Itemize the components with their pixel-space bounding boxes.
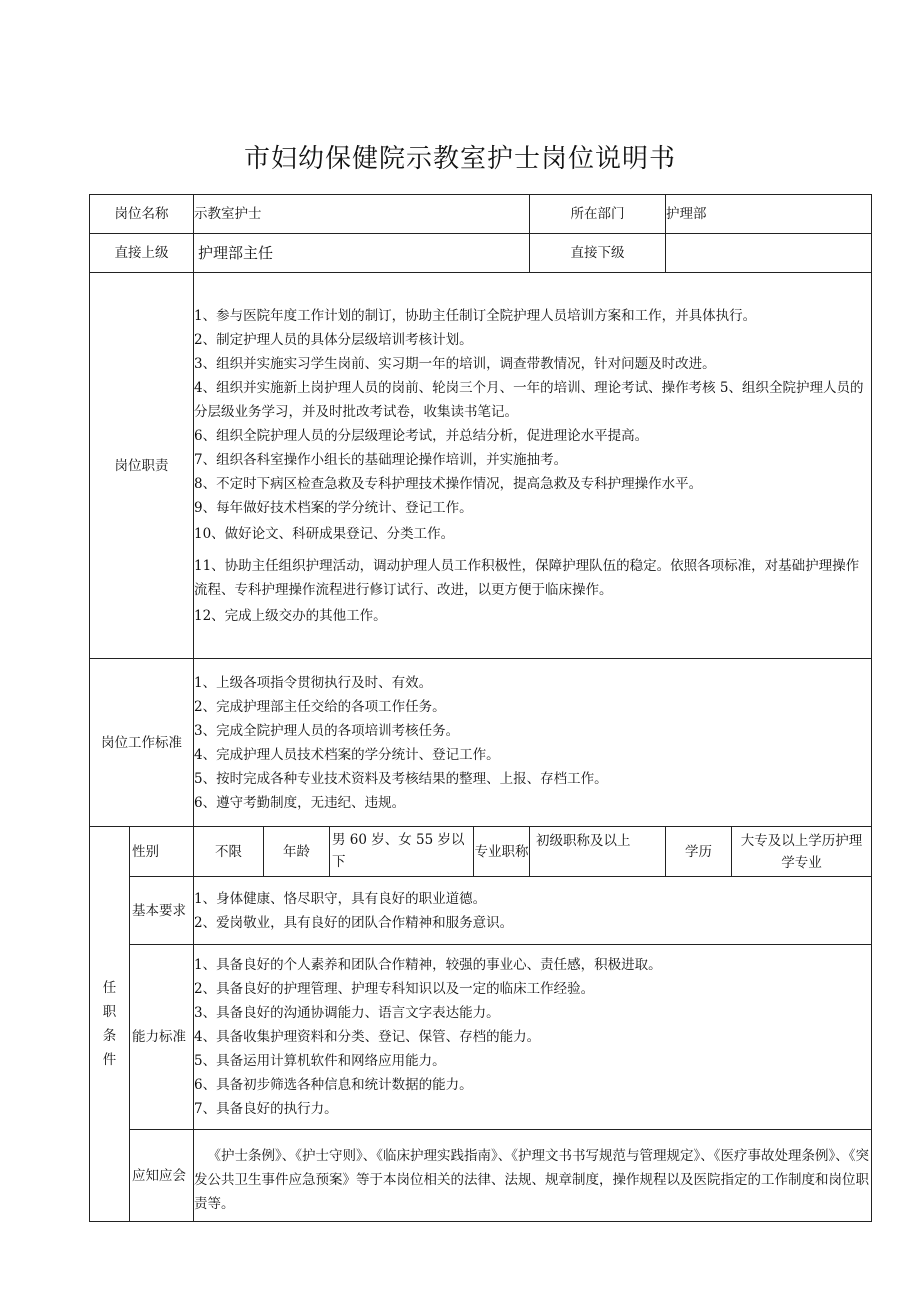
standard-item: 5、按时完成各种专业技术资料及考核结果的整理、上报、存档工作。	[194, 770, 608, 787]
ability-item: 3、具备良好的沟通协调能力、语言文字表达能力。	[194, 1005, 500, 1021]
qualifications-char: 任	[102, 980, 117, 996]
qualifications-char: 件	[102, 1052, 117, 1068]
qualifications-label	[90, 827, 130, 1222]
supervisor-label: 直接上级	[90, 234, 194, 273]
ability-item: 2、具备良好的护理管理、护理专科知识以及一定的临床工作经验。	[194, 981, 595, 997]
department-value: 护理部	[666, 195, 872, 234]
standard-item: 2、完成护理部主任交给的各项工作任务。	[194, 698, 446, 715]
ability-item: 7、具备良好的执行力。	[194, 1101, 338, 1117]
standard-item: 1、上级各项指令贯彻执行及时、有效。	[194, 674, 433, 691]
duty-item: 2、制定护理人员的具体分层级培训考核计划。	[194, 331, 473, 348]
duty-item: 8、不定时下病区检查急救及专科护理技术操作情况，提高急救及专科护理操作水平。	[194, 475, 703, 492]
job-description-table	[89, 194, 872, 1222]
age-value: 男 60 岁、女 55 岁以下	[330, 827, 474, 877]
duty-item: 1、参与医院年度工作计划的制订，协助主任制订全院护理人员培训方案和工作，并具体执行。	[194, 307, 757, 324]
ability-item: 1、具备良好的个人素养和团队合作精神，较强的事业心、责任感，积极进取。	[194, 957, 662, 973]
ability-label: 能力标准	[130, 945, 194, 1130]
knowledge-label: 应知应会	[130, 1130, 194, 1222]
duty-item: 12、完成上级交办的其他工作。	[194, 607, 387, 624]
row-ability	[90, 945, 872, 1130]
title-value: 初级职称及以上	[530, 827, 666, 877]
duty-item: 7、组织各科室操作小组长的基础理论操作培训，并实施抽考。	[194, 451, 568, 468]
standard-item: 4、完成护理人员技术档案的学分统计、登记工作。	[194, 746, 500, 763]
duties-list	[194, 273, 872, 659]
knowledge-text: 《护士条例》、《护士守则》、《临床护理实践指南》、《护理文书书写规范与管理规定》、《医疗事故处理条例》、《突发公共卫生事件应急预案》等于本岗位相关的法律、法规、规章制度，操作规程以及医院指定的工作制度和岗位职责等。	[194, 1130, 872, 1222]
row-basic-requirements	[90, 877, 872, 945]
duties-label: 岗位职责	[90, 273, 194, 659]
standard-item: 6、遵守考勤制度，无违纪、违规。	[194, 794, 406, 811]
duty-item: 4、组织并实施新上岗护理人员的岗前、轮岗三个月、一年的培训、理论考试、操作考核 5、组织全院护理人员的分层级业务学习，并及时批改考试卷，收集读书笔记。	[194, 379, 864, 420]
basic-requirements-list	[194, 877, 872, 945]
requirement-item: 2、爱岗敬业，具有良好的团队合作精神和服务意识。	[194, 914, 514, 931]
subordinate-label: 直接下级	[530, 234, 666, 273]
ability-list	[194, 945, 872, 1130]
duty-item: 10、做好论文、科研成果登记、分类工作。	[194, 525, 455, 542]
position-name-label: 岗位名称	[90, 195, 194, 234]
duty-item: 3、组织并实施实习学生岗前、实习期一年的培训，调查带教情况，针对问题及时改进。	[194, 355, 716, 372]
row-duties	[90, 273, 872, 659]
duty-item: 6、组织全院护理人员的分层级理论考试，并总结分析，促进理论水平提高。	[194, 427, 649, 444]
ability-item: 5、具备运用计算机软件和网络应用能力。	[194, 1053, 446, 1069]
gender-label: 性别	[130, 827, 194, 877]
requirement-item: 1、身体健康、恪尽职守，具有良好的职业道德。	[194, 890, 487, 907]
standards-label: 岗位工作标准	[90, 659, 194, 827]
position-name-value: 示教室护士	[194, 195, 530, 234]
ability-item: 4、具备收集护理资料和分类、登记、保管、存档的能力。	[194, 1029, 541, 1045]
qualifications-char: 条	[102, 1028, 117, 1044]
duty-item: 11、协助主任组织护理活动，调动护理人员工作积极性，保障护理队伍的稳定。依照各项标准，对基础护理操作流程、专科护理操作流程进行修订试行、改进，以更方便于临床操作。	[194, 557, 860, 598]
ability-item: 6、具备初步筛选各种信息和统计数据的能力。	[194, 1077, 473, 1093]
standards-list	[194, 659, 872, 827]
standard-item: 3、完成全院护理人员的各项培训考核任务。	[194, 722, 460, 739]
age-label: 年龄	[264, 827, 330, 877]
education-value: 大专及以上学历护理学专业	[732, 827, 872, 877]
gender-value: 不限	[194, 827, 264, 877]
title-label: 专业职称	[474, 827, 530, 877]
subordinate-value	[666, 234, 872, 273]
row-basic-info	[90, 827, 872, 877]
education-label: 学历	[666, 827, 732, 877]
basic-requirements-label: 基本要求	[130, 877, 194, 945]
row-standards	[90, 659, 872, 827]
qualifications-char: 职	[102, 1004, 117, 1020]
department-label: 所在部门	[530, 195, 666, 234]
supervisor-value: 护理部主任	[194, 234, 530, 273]
row-position	[90, 195, 872, 234]
row-knowledge	[90, 1130, 872, 1222]
page-title: 市妇幼保健院示教室护士岗位说明书	[243, 144, 676, 174]
duty-item: 9、每年做好技术档案的学分统计、登记工作。	[194, 499, 473, 516]
row-reporting	[90, 234, 872, 273]
